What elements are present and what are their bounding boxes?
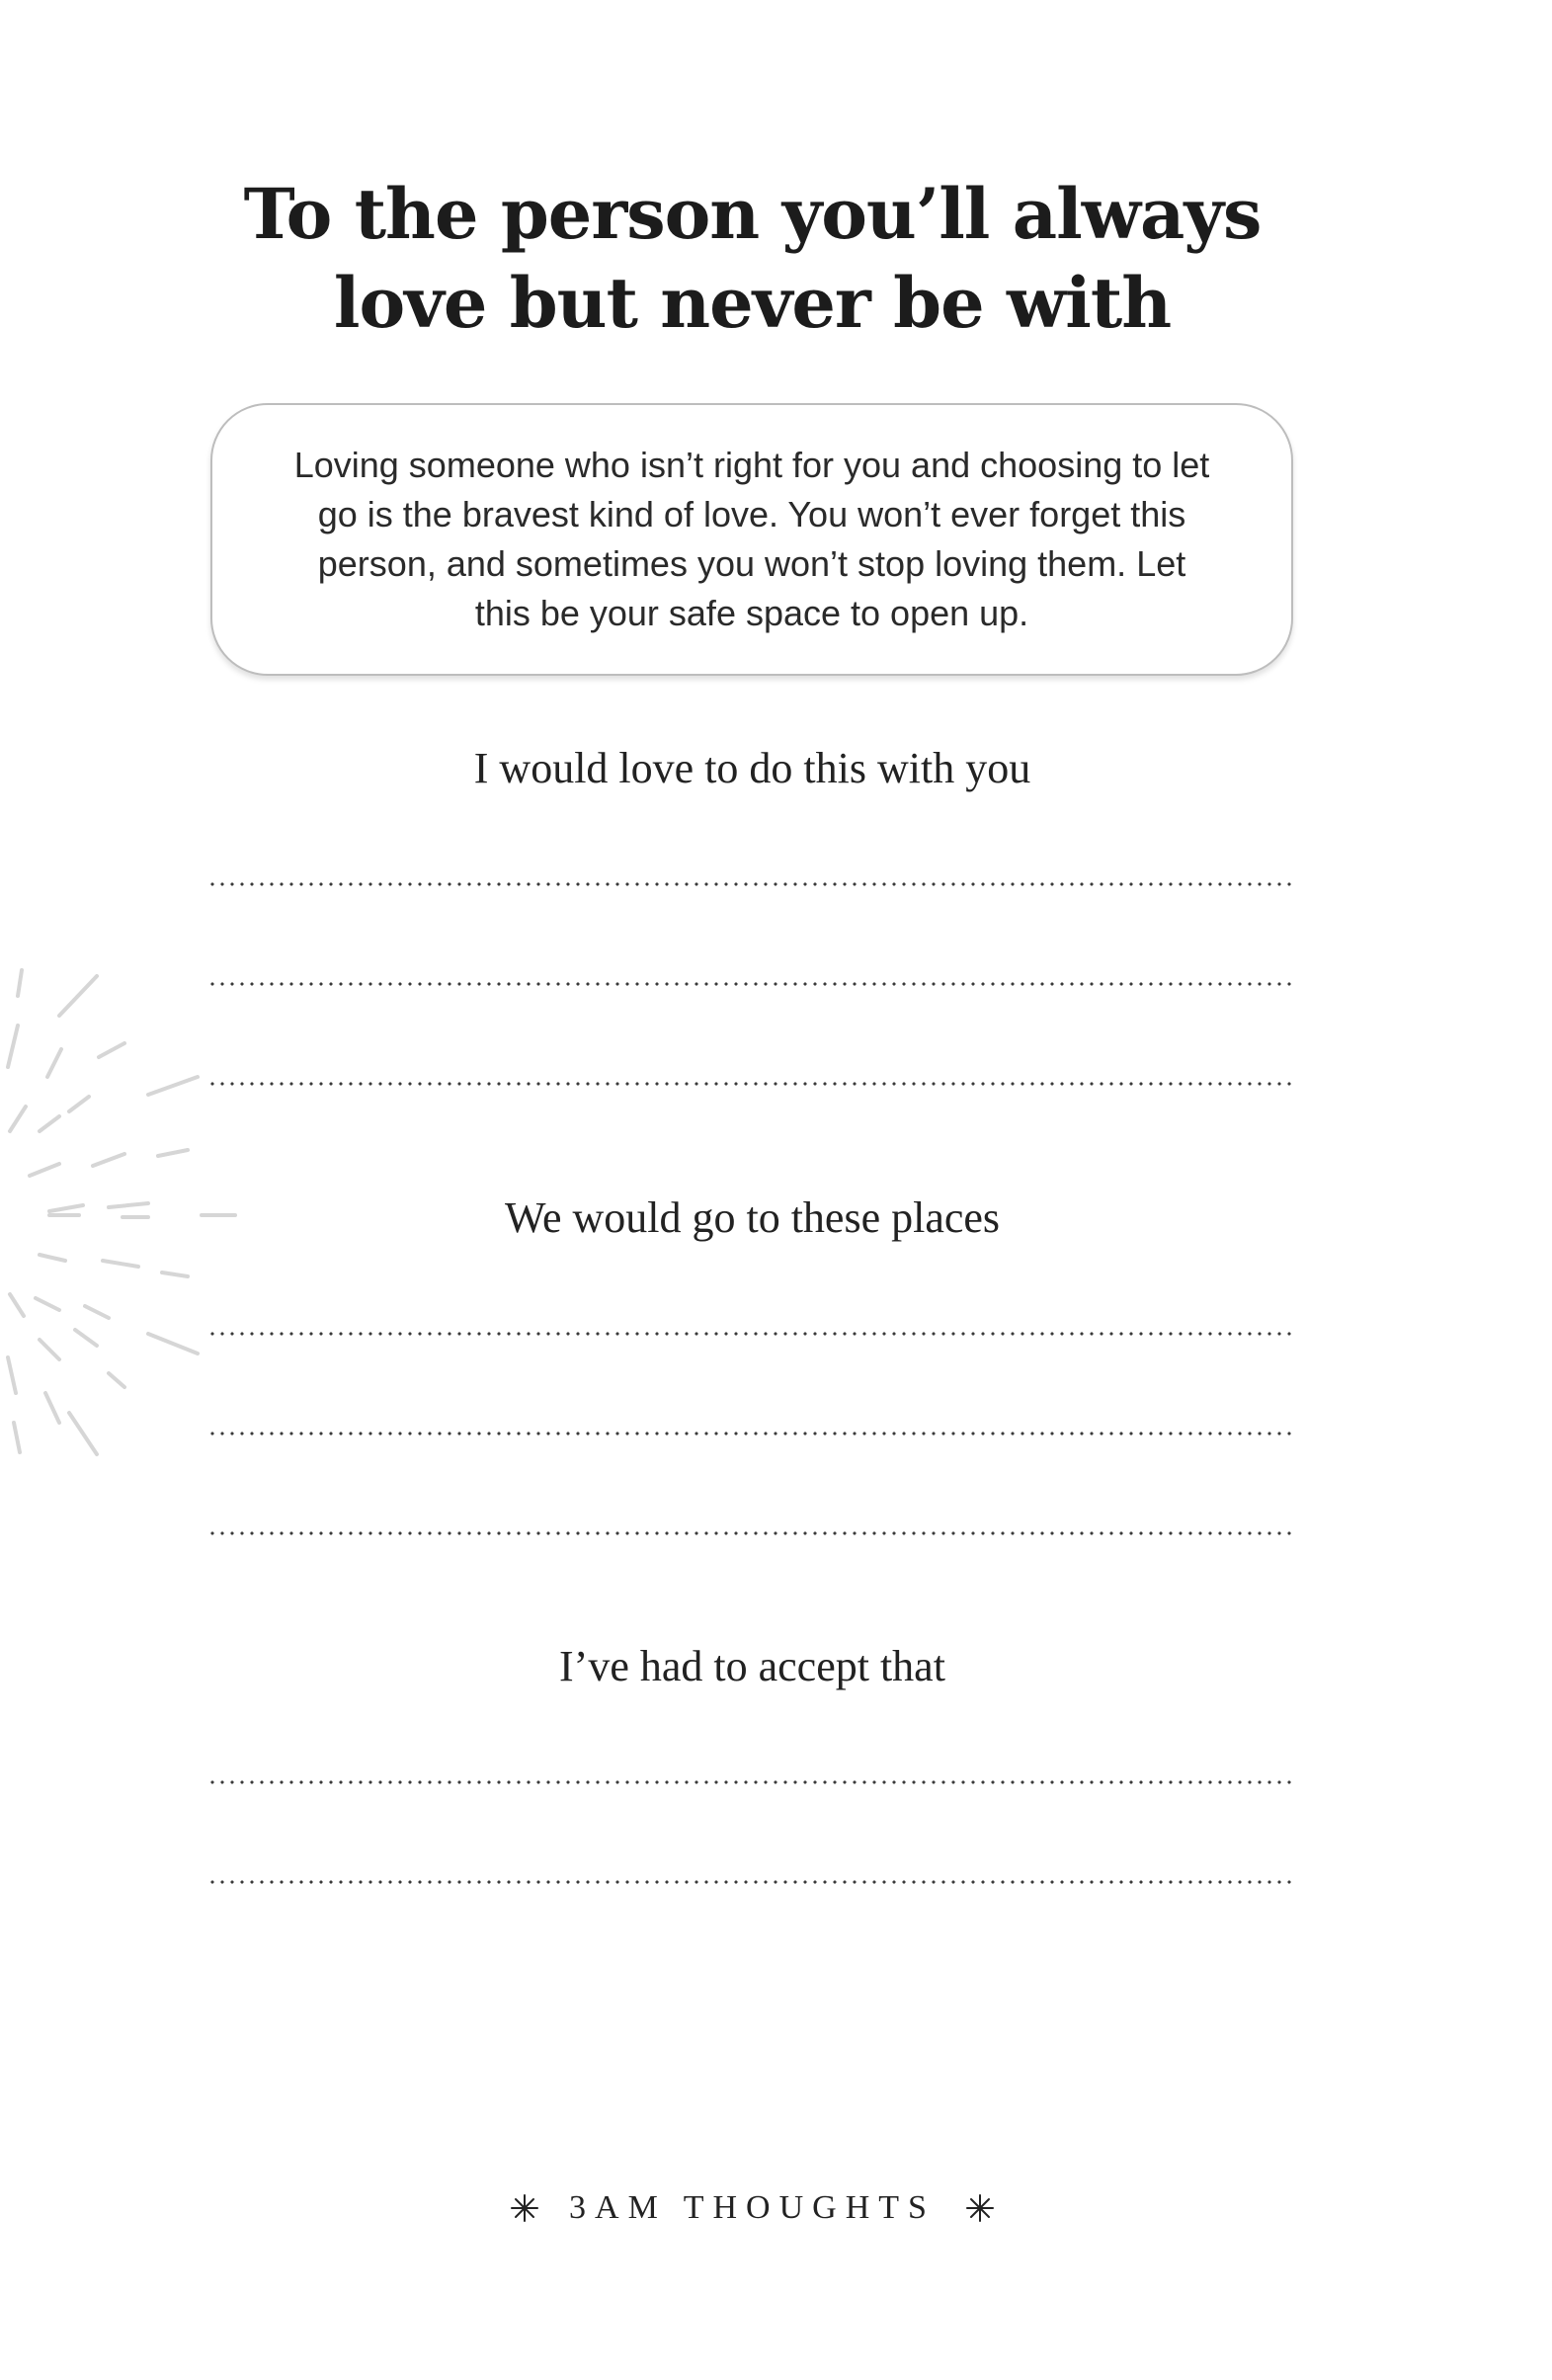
page-title-line-1: To the person you’ll always bbox=[243, 173, 1262, 255]
writing-line[interactable] bbox=[207, 1879, 1297, 1885]
writing-line[interactable] bbox=[207, 1530, 1297, 1536]
footer-label: 3AM THOUGHTS bbox=[569, 2189, 936, 2226]
writing-line[interactable] bbox=[207, 981, 1297, 987]
page-title-line-2: love but never be with bbox=[333, 262, 1172, 344]
writing-line[interactable] bbox=[207, 1779, 1297, 1785]
prompt-accept: I’ve had to accept that bbox=[559, 1642, 945, 1690]
writing-line[interactable] bbox=[207, 1081, 1297, 1087]
intro-text: Loving someone who isn’t right for you and choosing to let go is the bravest kind of love. You won’t ever forget this person, and sometimes you won’t stop loving them. Let this be your safe space to open up. bbox=[293, 445, 1210, 633]
sunburst-decoration-icon bbox=[0, 958, 257, 1472]
prompt-do-with-you: I would love to do this with you bbox=[473, 744, 1031, 792]
prompt-places: We would go to these places bbox=[504, 1193, 1001, 1242]
footer-brand bbox=[0, 2189, 1505, 2227]
writing-line[interactable] bbox=[207, 1331, 1297, 1337]
writing-line[interactable] bbox=[207, 881, 1297, 887]
writing-line[interactable] bbox=[207, 1431, 1297, 1436]
page-title bbox=[0, 170, 1505, 348]
intro-box bbox=[210, 403, 1293, 676]
sparkle-icon bbox=[510, 2193, 539, 2223]
sparkle-icon bbox=[965, 2193, 995, 2223]
